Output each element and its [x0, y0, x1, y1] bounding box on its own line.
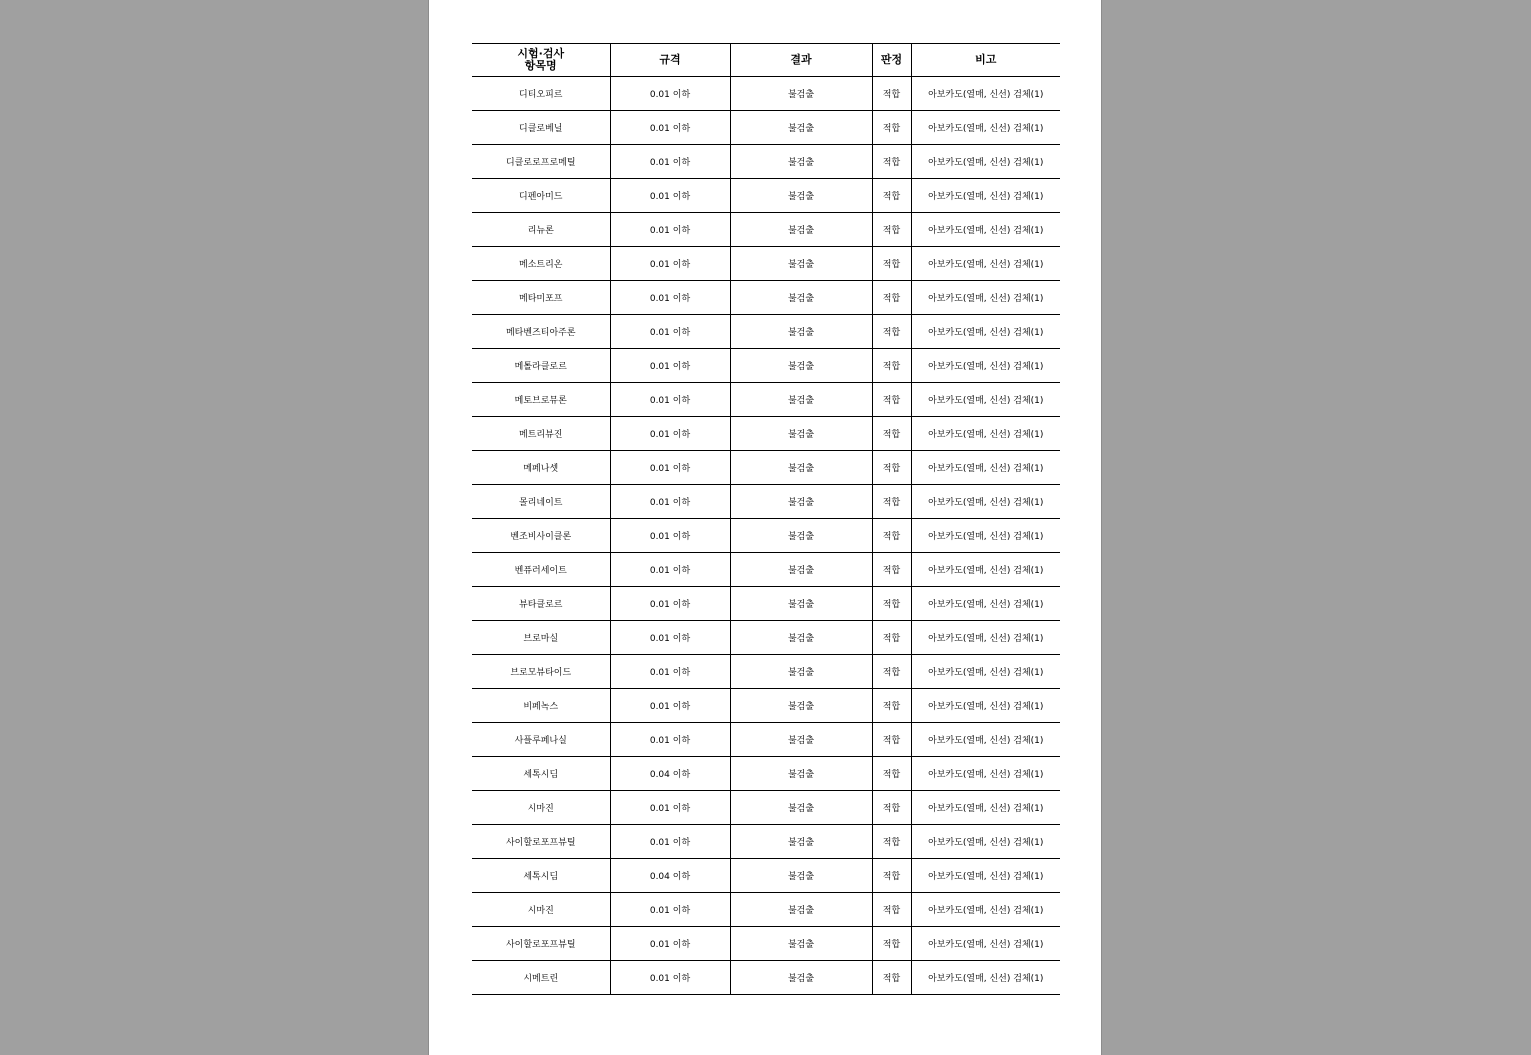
cell-judgement: 적합	[872, 791, 911, 825]
cell-note: 아보카도(열매, 신선) 검체(1)	[911, 859, 1060, 893]
cell-note: 아보카도(열매, 신선) 검체(1)	[911, 417, 1060, 451]
cell-spec: 0.01 이하	[610, 927, 730, 961]
cell-result: 불검출	[730, 859, 872, 893]
cell-item-name: 메토브로뮤론	[472, 383, 610, 417]
cell-judgement: 적합	[872, 247, 911, 281]
cell-spec: 0.01 이하	[610, 689, 730, 723]
cell-result: 불검출	[730, 961, 872, 995]
cell-note: 아보카도(열매, 신선) 검체(1)	[911, 213, 1060, 247]
cell-spec: 0.01 이하	[610, 655, 730, 689]
cell-spec: 0.01 이하	[610, 893, 730, 927]
table-header-row	[472, 44, 1060, 77]
cell-spec: 0.01 이하	[610, 111, 730, 145]
cell-item-name: 브로마실	[472, 621, 610, 655]
cell-spec: 0.01 이하	[610, 621, 730, 655]
table-row	[472, 859, 1060, 893]
cell-judgement: 적합	[872, 213, 911, 247]
table-row	[472, 553, 1060, 587]
cell-spec: 0.01 이하	[610, 349, 730, 383]
cell-judgement: 적합	[872, 859, 911, 893]
cell-note: 아보카도(열매, 신선) 검체(1)	[911, 77, 1060, 111]
cell-result: 불검출	[730, 485, 872, 519]
cell-spec: 0.01 이하	[610, 179, 730, 213]
cell-judgement: 적합	[872, 689, 911, 723]
cell-result: 불검출	[730, 315, 872, 349]
cell-judgement: 적합	[872, 451, 911, 485]
table-row	[472, 349, 1060, 383]
header-item-name	[472, 44, 610, 77]
cell-note: 아보카도(열매, 신선) 검체(1)	[911, 145, 1060, 179]
header-item-name-line2: 항목명	[524, 59, 557, 72]
cell-item-name: 뷰타클로르	[472, 587, 610, 621]
cell-item-name: 메페나셋	[472, 451, 610, 485]
cell-result: 불검출	[730, 893, 872, 927]
cell-judgement: 적합	[872, 655, 911, 689]
cell-judgement: 적합	[872, 519, 911, 553]
cell-note: 아보카도(열매, 신선) 검체(1)	[911, 791, 1060, 825]
cell-result: 불검출	[730, 791, 872, 825]
cell-spec: 0.01 이하	[610, 451, 730, 485]
cell-judgement: 적합	[872, 349, 911, 383]
table-row	[472, 825, 1060, 859]
cell-note: 아보카도(열매, 신선) 검체(1)	[911, 757, 1060, 791]
table-row	[472, 519, 1060, 553]
table-row	[472, 145, 1060, 179]
cell-judgement: 적합	[872, 757, 911, 791]
cell-item-name: 디클로베닐	[472, 111, 610, 145]
cell-note: 아보카도(열매, 신선) 검체(1)	[911, 621, 1060, 655]
cell-note: 아보카도(열매, 신선) 검체(1)	[911, 723, 1060, 757]
cell-note: 아보카도(열매, 신선) 검체(1)	[911, 383, 1060, 417]
cell-result: 불검출	[730, 179, 872, 213]
cell-item-name: 리뉴론	[472, 213, 610, 247]
cell-judgement: 적합	[872, 621, 911, 655]
cell-spec: 0.01 이하	[610, 213, 730, 247]
cell-result: 불검출	[730, 825, 872, 859]
cell-item-name: 메타미포프	[472, 281, 610, 315]
table-row	[472, 791, 1060, 825]
cell-note: 아보카도(열매, 신선) 검체(1)	[911, 315, 1060, 349]
cell-result: 불검출	[730, 349, 872, 383]
cell-item-name: 디클로로프로메틸	[472, 145, 610, 179]
header-judgement: 판정	[872, 44, 911, 77]
cell-note: 아보카도(열매, 신선) 검체(1)	[911, 485, 1060, 519]
cell-result: 불검출	[730, 927, 872, 961]
test-results-table	[472, 43, 1060, 995]
table-row	[472, 689, 1060, 723]
cell-spec: 0.01 이하	[610, 145, 730, 179]
cell-note: 아보카도(열매, 신선) 검체(1)	[911, 587, 1060, 621]
cell-item-name: 사플루페나실	[472, 723, 610, 757]
cell-spec: 0.01 이하	[610, 519, 730, 553]
cell-spec: 0.01 이하	[610, 553, 730, 587]
cell-result: 불검출	[730, 757, 872, 791]
table-row	[472, 315, 1060, 349]
table-row	[472, 383, 1060, 417]
cell-item-name: 메톨라클로르	[472, 349, 610, 383]
cell-item-name: 사이할로포프뷰틸	[472, 825, 610, 859]
cell-item-name: 메소트리온	[472, 247, 610, 281]
table-row	[472, 247, 1060, 281]
cell-note: 아보카도(열매, 신선) 검체(1)	[911, 349, 1060, 383]
cell-note: 아보카도(열매, 신선) 검체(1)	[911, 825, 1060, 859]
cell-result: 불검출	[730, 145, 872, 179]
cell-item-name: 비페녹스	[472, 689, 610, 723]
cell-spec: 0.01 이하	[610, 77, 730, 111]
cell-spec: 0.01 이하	[610, 383, 730, 417]
cell-judgement: 적합	[872, 77, 911, 111]
cell-judgement: 적합	[872, 111, 911, 145]
table-row	[472, 417, 1060, 451]
cell-spec: 0.01 이하	[610, 791, 730, 825]
cell-judgement: 적합	[872, 179, 911, 213]
cell-result: 불검출	[730, 689, 872, 723]
table-row	[472, 587, 1060, 621]
cell-note: 아보카도(열매, 신선) 검체(1)	[911, 519, 1060, 553]
cell-note: 아보카도(열매, 신선) 검체(1)	[911, 961, 1060, 995]
cell-item-name: 세톡시딤	[472, 757, 610, 791]
cell-judgement: 적합	[872, 485, 911, 519]
table-row	[472, 111, 1060, 145]
table-row	[472, 927, 1060, 961]
cell-item-name: 시마진	[472, 893, 610, 927]
table-row	[472, 723, 1060, 757]
cell-spec: 0.01 이하	[610, 961, 730, 995]
table-row	[472, 621, 1060, 655]
document-page	[428, 0, 1102, 1055]
cell-result: 불검출	[730, 519, 872, 553]
cell-judgement: 적합	[872, 961, 911, 995]
cell-result: 불검출	[730, 77, 872, 111]
cell-judgement: 적합	[872, 893, 911, 927]
cell-spec: 0.01 이하	[610, 825, 730, 859]
cell-judgement: 적합	[872, 825, 911, 859]
cell-spec: 0.01 이하	[610, 281, 730, 315]
cell-item-name: 메타벤즈티아주론	[472, 315, 610, 349]
cell-item-name: 시마진	[472, 791, 610, 825]
cell-spec: 0.04 이하	[610, 757, 730, 791]
cell-note: 아보카도(열매, 신선) 검체(1)	[911, 451, 1060, 485]
table-row	[472, 451, 1060, 485]
cell-item-name: 벤조비사이클론	[472, 519, 610, 553]
cell-note: 아보카도(열매, 신선) 검체(1)	[911, 655, 1060, 689]
cell-result: 불검출	[730, 621, 872, 655]
cell-result: 불검출	[730, 723, 872, 757]
cell-judgement: 적합	[872, 587, 911, 621]
table-row	[472, 77, 1060, 111]
cell-note: 아보카도(열매, 신선) 검체(1)	[911, 927, 1060, 961]
cell-spec: 0.04 이하	[610, 859, 730, 893]
cell-judgement: 적합	[872, 383, 911, 417]
cell-result: 불검출	[730, 111, 872, 145]
cell-spec: 0.01 이하	[610, 723, 730, 757]
cell-result: 불검출	[730, 587, 872, 621]
table-row	[472, 179, 1060, 213]
table-row	[472, 655, 1060, 689]
cell-item-name: 브로모뷰타이드	[472, 655, 610, 689]
cell-note: 아보카도(열매, 신선) 검체(1)	[911, 247, 1060, 281]
cell-item-name: 사이할로포프뷰틸	[472, 927, 610, 961]
cell-item-name: 디펜아미드	[472, 179, 610, 213]
cell-judgement: 적합	[872, 315, 911, 349]
cell-judgement: 적합	[872, 417, 911, 451]
cell-result: 불검출	[730, 553, 872, 587]
cell-spec: 0.01 이하	[610, 417, 730, 451]
header-result: 결과	[730, 44, 872, 77]
cell-item-name: 세톡시딤	[472, 859, 610, 893]
cell-note: 아보카도(열매, 신선) 검체(1)	[911, 111, 1060, 145]
table-row	[472, 893, 1060, 927]
header-spec: 규격	[610, 44, 730, 77]
table-row	[472, 281, 1060, 315]
cell-judgement: 적합	[872, 723, 911, 757]
header-note: 비고	[911, 44, 1060, 77]
cell-item-name: 디티오피르	[472, 77, 610, 111]
cell-result: 불검출	[730, 213, 872, 247]
table-row	[472, 961, 1060, 995]
table-row	[472, 213, 1060, 247]
cell-spec: 0.01 이하	[610, 587, 730, 621]
cell-result: 불검출	[730, 655, 872, 689]
table-body	[472, 77, 1060, 995]
cell-result: 불검출	[730, 417, 872, 451]
cell-item-name: 메트리뷰진	[472, 417, 610, 451]
cell-judgement: 적합	[872, 145, 911, 179]
cell-note: 아보카도(열매, 신선) 검체(1)	[911, 553, 1060, 587]
cell-item-name: 몰리네이트	[472, 485, 610, 519]
cell-judgement: 적합	[872, 281, 911, 315]
cell-note: 아보카도(열매, 신선) 검체(1)	[911, 689, 1060, 723]
cell-item-name: 벤퓨러세이트	[472, 553, 610, 587]
cell-judgement: 적합	[872, 927, 911, 961]
cell-result: 불검출	[730, 281, 872, 315]
cell-spec: 0.01 이하	[610, 247, 730, 281]
cell-result: 불검출	[730, 451, 872, 485]
cell-item-name: 시메트린	[472, 961, 610, 995]
cell-spec: 0.01 이하	[610, 315, 730, 349]
cell-note: 아보카도(열매, 신선) 검체(1)	[911, 893, 1060, 927]
cell-result: 불검출	[730, 247, 872, 281]
cell-judgement: 적합	[872, 553, 911, 587]
cell-note: 아보카도(열매, 신선) 검체(1)	[911, 179, 1060, 213]
cell-note: 아보카도(열매, 신선) 검체(1)	[911, 281, 1060, 315]
cell-result: 불검출	[730, 383, 872, 417]
table-row	[472, 757, 1060, 791]
table-row	[472, 485, 1060, 519]
header-item-name-line1: 시험·검사	[517, 47, 565, 60]
cell-spec: 0.01 이하	[610, 485, 730, 519]
